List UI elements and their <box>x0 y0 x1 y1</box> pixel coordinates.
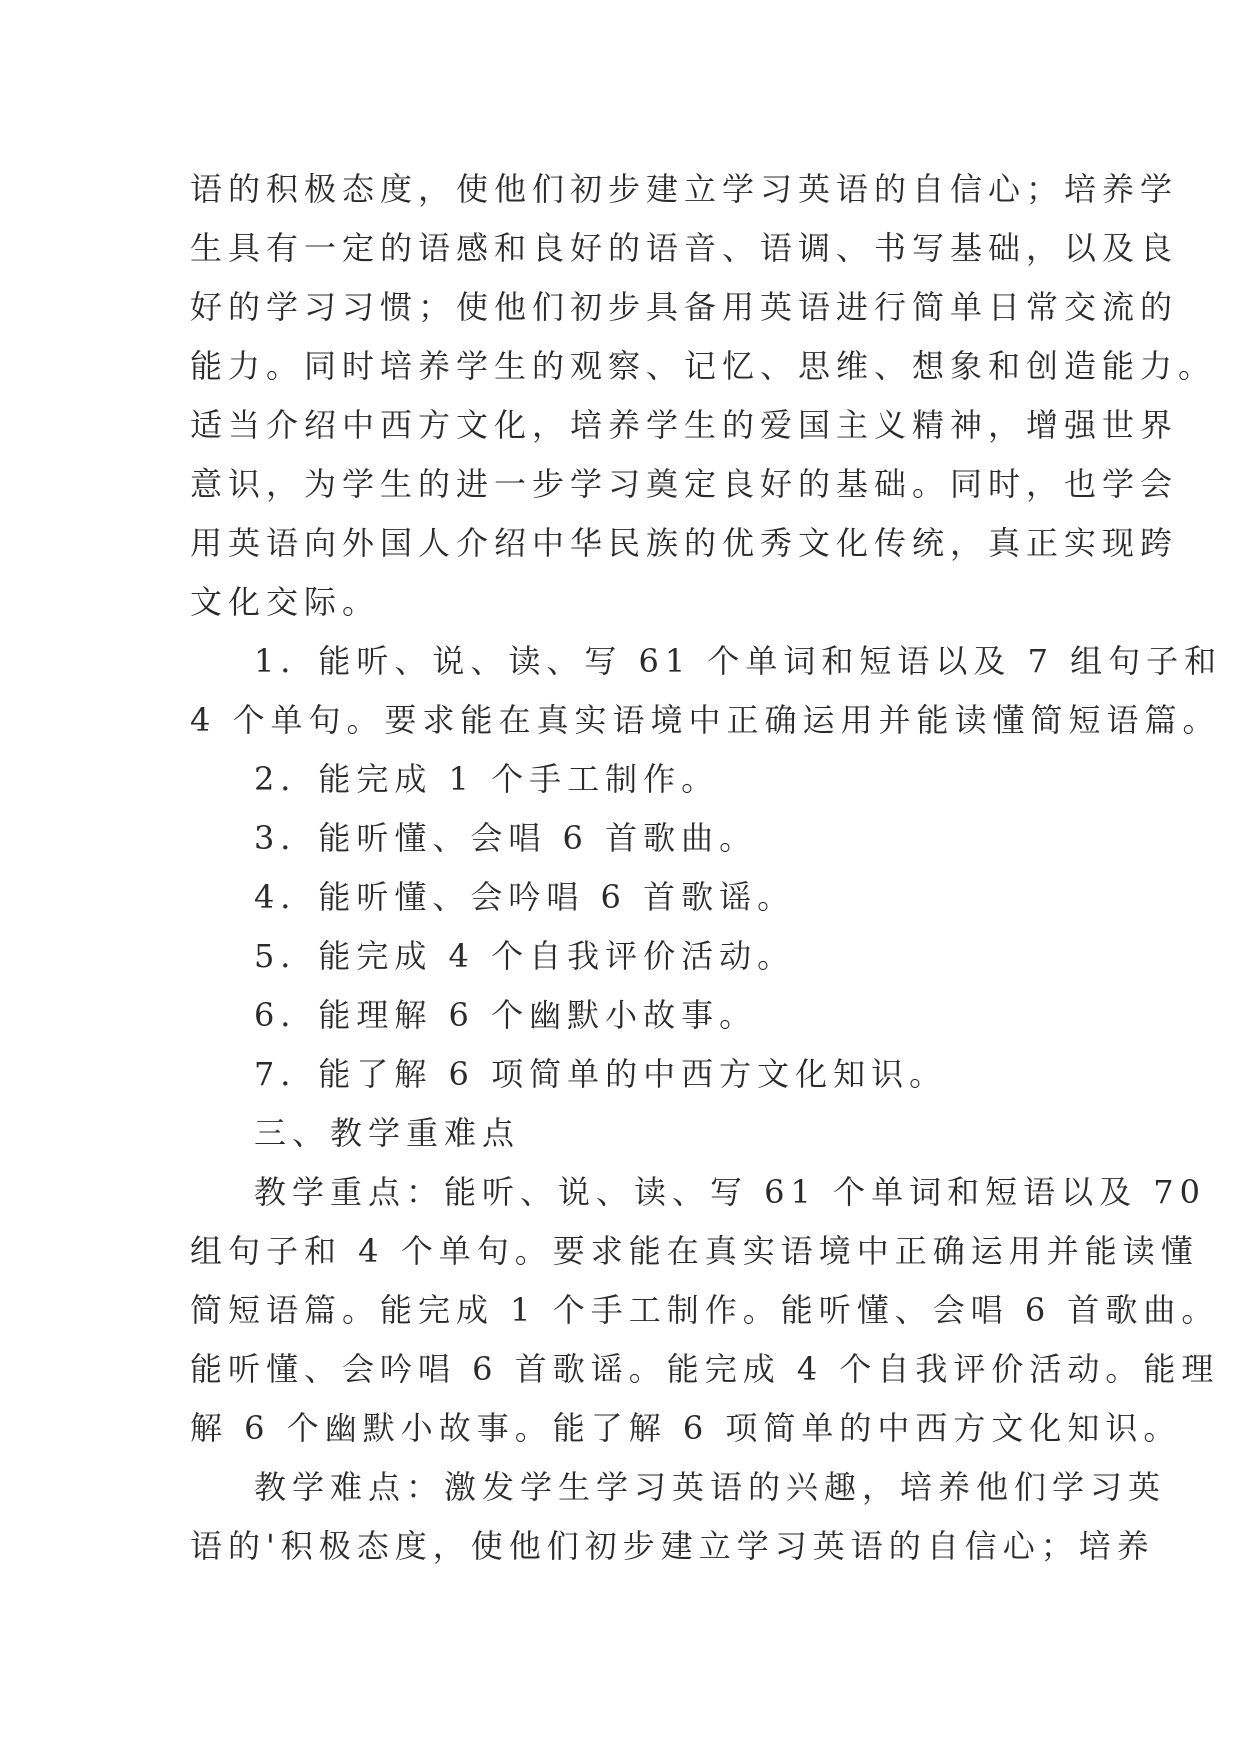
list-item: 6．能理解 6 个幽默小故事。 <box>254 996 758 1034</box>
list-item: 1．能听、说、读、写 61 个单词和短语以及 7 组句子和 <box>254 642 1223 680</box>
list-item: 7．能了解 6 项简单的中西方文化知识。 <box>254 1055 948 1093</box>
list-item: 5．能完成 4 个自我评价活动。 <box>254 937 796 975</box>
text-line: 适当介绍中西方文化，培养学生的爱国主义精神，增强世界 <box>190 406 1179 444</box>
section-heading: 三、教学重难点 <box>254 1114 521 1152</box>
text-line: 用英语向外国人介绍中华民族的优秀文化传统，真正实现跨 <box>190 524 1179 562</box>
list-item: 2．能完成 1 个手工制作。 <box>254 760 720 798</box>
text-line: 简短语篇。能完成 1 个手工制作。能听懂、会唱 6 首歌曲。 <box>190 1291 1220 1329</box>
text-line: 能听懂、会吟唱 6 首歌谣。能完成 4 个自我评价活动。能理 <box>190 1350 1220 1388</box>
text-line: 意识，为学生的进一步学习奠定良好的基础。同时，也学会 <box>190 465 1179 503</box>
list-item: 3．能听懂、会唱 6 首歌曲。 <box>254 819 758 857</box>
paragraph-start: 教学难点：激发学生学习英语的兴趣，培养他们学习英 <box>254 1468 1167 1506</box>
text-line: 语的'积极态度，使他们初步建立学习英语的自信心；培养 <box>190 1527 1155 1565</box>
text-line: 语的积极态度，使他们初步建立学习英语的自信心；培养学 <box>190 170 1179 208</box>
text-line: 4 个单句。要求能在真实语境中正确运用并能读懂简短语篇。 <box>190 701 1221 739</box>
list-item: 4．能听懂、会吟唱 6 首歌谣。 <box>254 878 796 916</box>
text-line: 能力。同时培养学生的观察、记忆、思维、想象和创造能力。 <box>190 347 1217 385</box>
text-line: 生具有一定的语感和良好的语音、语调、书写基础，以及良 <box>190 229 1179 267</box>
text-line: 组句子和 4 个单句。要求能在真实语境中正确运用并能读懂 <box>190 1232 1199 1270</box>
paragraph-start: 教学重点：能听、说、读、写 61 个单词和短语以及 70 <box>254 1173 1206 1211</box>
document-body <box>190 160 1223 1576</box>
text-line: 解 6 个幽默小故事。能了解 6 项简单的中西方文化知识。 <box>190 1409 1182 1447</box>
text-line: 文化交际。 <box>190 583 381 621</box>
text-line: 好的学习习惯；使他们初步具备用英语进行简单日常交流的 <box>190 288 1179 326</box>
